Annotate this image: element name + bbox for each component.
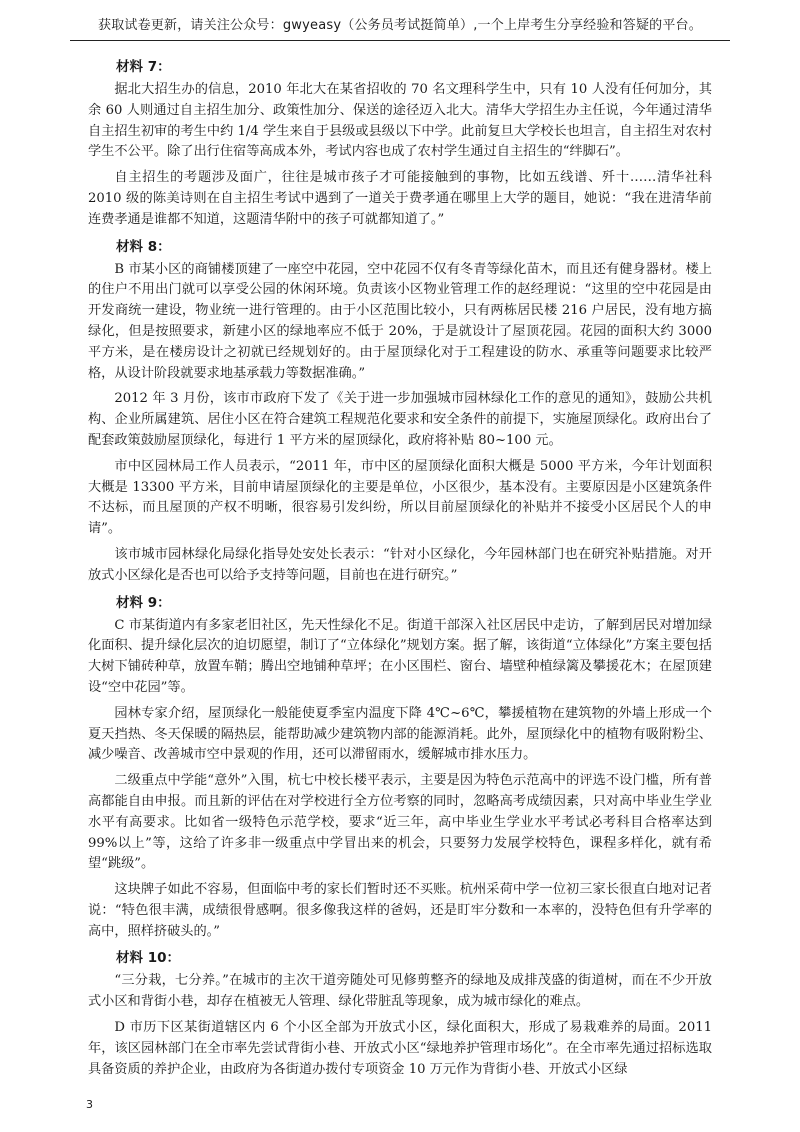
material-10-section — [88, 947, 712, 1080]
material-10-paragraph-2: D 市历下区某街道辖区内 6 个小区全部为开放式小区，绿化面积大，形成了易栽难养的局面。2011 年，该区园林部门在全市率先尝试背街小巷、开放式小区“绿地养护管理市场化”。在全市率先通过招标选取具备资质的养护企业，由政府为各街道办拨付专项资金 10 万元作为背街小巷、开放式小区绿 — [88, 1020, 712, 1077]
material-10-title: 材料 10： — [116, 950, 180, 967]
material-8-paragraph-2: 2012 年 3 月份，该市市政府下发了《关于进一步加强城市园林绿化工作的意见的通知》，鼓励公共机构、企业所属建筑、居住小区在符合建筑工程规范化要求和安全条件的前提下，实施屋顶绿化。政府出台了配套政策鼓励屋顶绿化，每进行 1 平方米的屋顶绿化，政府将补贴 80~100 元。 — [88, 391, 712, 448]
material-7-paragraph-2: 自主招生的考题涉及面广，往往是城市孩子才可能接触到的事物，比如五线谱、歼十……清华社科 2010 级的陈美诗则在自主招生考试中遇到了一道关于费孝通在哪里上大学的题目，她说：“我在进清华前连费孝通是谁都不知道，这题清华附中的孩子可就都知道了。” — [88, 170, 712, 227]
material-8-title: 材料 8： — [116, 238, 171, 255]
material-8-section — [88, 236, 712, 587]
material-9-title: 材料 9： — [116, 594, 171, 611]
material-9-section — [88, 592, 712, 943]
page-header: 获取试卷更新，请关注公众号：gwyeasy（公务员考试挺简单）,一个上岸考生分享经验和答疑的平台。 — [98, 18, 702, 33]
material-8-paragraph-1: B 市某小区的商铺楼顶建了一座空中花园，空中花园不仅有冬青等绿化苗木，而且还有健身器材。楼上的住户不用出门就可以享受公园的休闲环境。负责该小区物业管理工作的赵经理说：“这里的空中花园是由开发商统一建设，物业统一进行管理的。由于小区范围比较小，只有两栋居民楼 216 户居民，没有地方搞绿化，但是按照要求，新建小区的绿地率应不低于 20%，于是就设计了屋顶花园。花园的面积大约 3000 平方米，是在楼房设计之初就已经规划好的。由于屋顶绿化对于工程建设的防水、承重等问题要求比较严格，从设计阶段就要求地基承载力等数据准确。” — [88, 261, 712, 381]
header-rule — [70, 40, 730, 41]
material-8-paragraph-4: 该市城市园林绿化局绿化指导处安处长表示：“针对小区绿化，今年园林部门也在研究补贴措施。对开放式小区绿化是否也可以给予支持等问题，目前也在进行研究。” — [88, 546, 712, 583]
material-9-paragraph-4: 这块牌子如此不容易，但面临中考的家长们暂时还不买账。杭州采荷中学一位初三家长很直白地对记者说：“特色很丰满，成绩很骨感啊。很多像我这样的爸妈，还是盯牢分数和一本率的，没特色但有升学率的高中，照样挤破头的。” — [88, 882, 712, 939]
material-7-paragraph-1: 据北大招生办的信息，2010 年北大在某省招收的 70 名文理科学生中，只有 10 人没有任何加分，其余 60 人则通过自主招生加分、政策性加分、保送的途径迈入北大。清华大学招生办主任说，今年通过清华自主招生初审的考生中约 1/4 学生来自于县级或县级以下中学。此前复旦大学校长也坦言，自主招生对农村学生不公平。除了出行住宿等高成本外，考试内容也成了农村学生通过自主招生的“绊脚石”。 — [88, 82, 712, 160]
material-9-paragraph-2: 园林专家介绍，屋顶绿化一般能使夏季室内温度下降 4℃~6℃，攀援植物在建筑物的外墙上形成一个夏天挡热、冬天保暖的隔热层，能帮助减少建筑物内部的能源消耗。此外，屋顶绿化中的植物有吸附粉尘、减少噪音、改善城市空中景观的作用，还可以滞留雨水，缓解城市排水压力。 — [88, 705, 712, 763]
material-9-paragraph-3: 二级重点中学能“意外”入围，杭七中校长楼平表示，主要是因为特色示范高中的评选不设门槛，所有普高都能自由申报。而且新的评估在对学校进行全方位考察的同时，忽略高考成绩因素，只对高中毕业生学业水平有高要求。比如省一级特色示范学校，要求“近三年，高中毕业生学业水平考试必考科目合格率达到 99%以上”等，这给了许多非一级重点中学冒出来的机会，只要努力发展学校特色，课程多样化，就有希望“跳级”。 — [88, 773, 712, 872]
material-10-paragraph-1: “三分栽，七分养。”在城市的主次干道旁随处可见修剪整齐的绿地及成排茂盛的街道树，而在不少开放式小区和背街小巷，却存在植被无人管理、绿化带脏乱等现象，成为城市绿化的难点。 — [88, 973, 712, 1010]
material-7-section — [88, 56, 712, 231]
material-9-paragraph-1: C 市某街道内有多家老旧社区，先天性绿化不足。街道干部深入社区居民中走访，了解到居民对增加绿化面积、提升绿化层次的迫切愿望，制订了“立体绿化”规划方案。据了解，该街道“立体绿化”方案主要包括大树下铺砖种草，放置车鞘；腾出空地铺种草坪；在小区围栏、窗台、墙壁种植绿篱及攀援花木；在屋顶建设“空中花园”等。 — [88, 617, 712, 695]
document-body — [88, 52, 712, 1085]
material-8-paragraph-3: 市中区园林局工作人员表示，“2011 年，市中区的屋顶绿化面积大概是 5000 平方米，今年计划面积大概是 13300 平方米，目前申请屋顶绿化的主要是单位，小区很少，基本没有。主要原因是小区建筑条件不达标，而且屋顶的产权不明晰，很容易引发纠纷，所以目前屋顶绿化的补贴并不接受小区居民个人的申请”。 — [88, 458, 712, 537]
material-7-title: 材料 7： — [116, 59, 171, 75]
page-number: 3 — [86, 1098, 93, 1111]
